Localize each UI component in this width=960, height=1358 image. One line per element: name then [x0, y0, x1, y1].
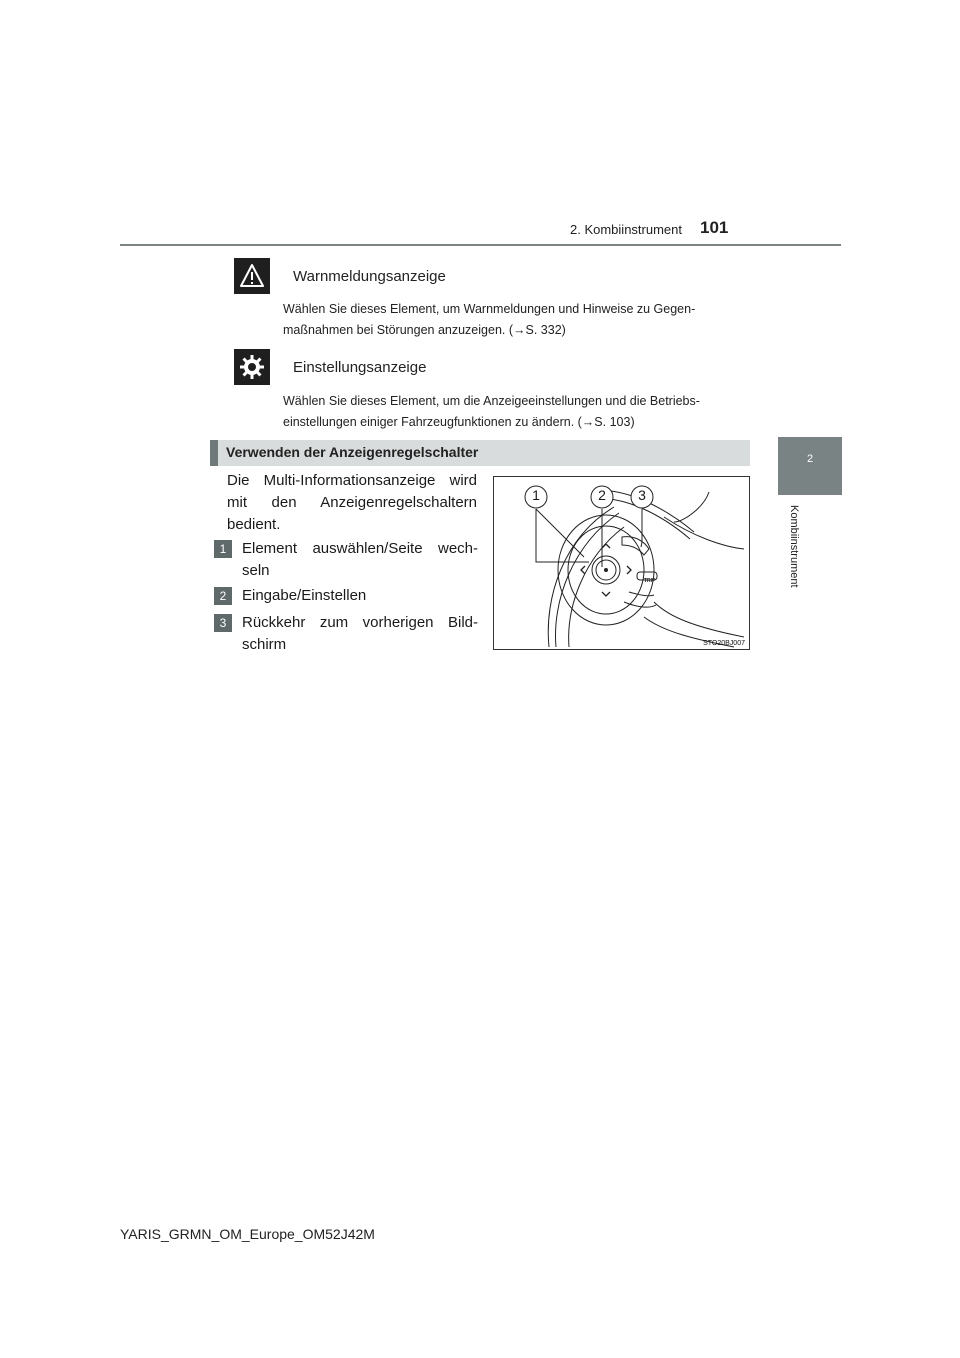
list-number-badge: 1	[214, 540, 232, 558]
section-intro	[227, 470, 477, 536]
list-number-badge: 2	[214, 587, 232, 605]
list-text-line1: Element auswählen/Seite wech-	[242, 540, 478, 557]
figure-callout-1: 1	[532, 487, 540, 503]
section-heading-text: Verwenden der Anzeigenregelschalter	[226, 444, 479, 460]
item-desc-settings-line1: Wählen Sie dieses Element, um die Anzeigeeinstellungen und die Betriebs-	[283, 394, 700, 408]
figure-code: STO20BJ007	[703, 640, 745, 647]
item-desc-settings-line2: einstellungen einiger Fahrzeugfunktionen zu ändern. (→S. 103)	[283, 415, 635, 429]
gear-icon	[234, 349, 270, 385]
header-section-title: 2. Kombiinstrument	[570, 222, 682, 237]
section-heading	[210, 440, 750, 466]
intro-line2: mit den Anzeigenregelschaltern	[227, 494, 477, 511]
list-text	[242, 538, 478, 582]
list-text-line1: Rückkehr zum vorherigen Bild-	[242, 614, 478, 631]
list-item	[214, 612, 478, 656]
figure-callout-2: 2	[598, 487, 606, 503]
chapter-tab-label-text: Kombiinstrument	[788, 505, 800, 588]
header-divider	[120, 244, 841, 246]
item-title-warning: Warnmeldungsanzeige	[293, 268, 446, 285]
warning-triangle-icon	[234, 258, 270, 294]
trip-button-label: TRIP	[644, 578, 656, 584]
figure-callout-3: 3	[638, 487, 646, 503]
list-text-line2: seln	[242, 562, 270, 579]
list-item	[214, 585, 478, 607]
item-desc-warning-line1: Wählen Sie dieses Element, um Warnmeldungen und Hinweise zu Gegen-	[283, 302, 696, 316]
list-text	[242, 612, 478, 656]
chapter-tab-number: 2	[806, 453, 814, 465]
page-number: 101	[700, 218, 729, 237]
footer-doc-id: YARIS_GRMN_OM_Europe_OM52J42M	[120, 1226, 375, 1242]
list-item	[214, 538, 478, 582]
list-text-line1: Eingabe/Einstellen	[242, 587, 367, 604]
intro-line1: Die Multi-Informationsanzeige wird	[227, 472, 477, 489]
item-title-settings: Einstellungsanzeige	[293, 359, 427, 376]
list-number-badge: 3	[214, 614, 232, 632]
chapter-tab	[778, 437, 842, 495]
list-text-line2: schirm	[242, 636, 287, 653]
chapter-tab-label	[786, 505, 804, 605]
steering-switch-figure	[493, 476, 750, 650]
item-desc-warning-line2: maßnahmen bei Störungen anzuzeigen. (→S. 332)	[283, 323, 566, 337]
intro-line3: bedient.	[227, 516, 281, 533]
list-text	[242, 585, 478, 607]
